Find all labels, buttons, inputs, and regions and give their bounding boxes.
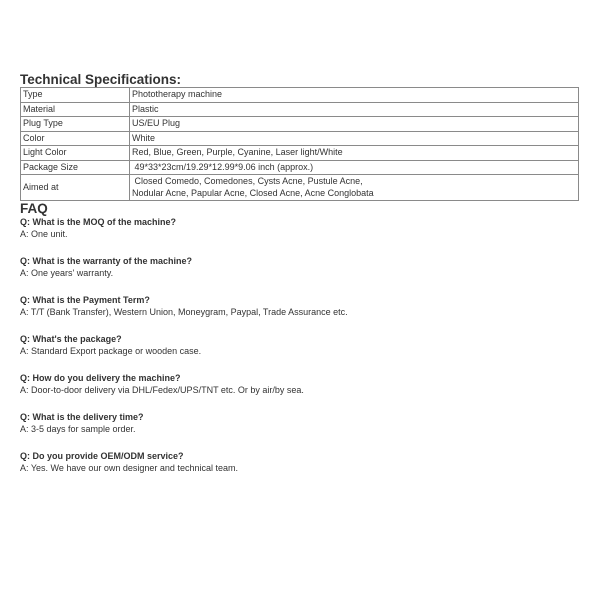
faq-answer: A: Yes. We have our own designer and technical team. — [20, 463, 238, 473]
spec-value — [130, 117, 579, 132]
faq-question: Q: How do you delivery the machine? — [20, 373, 181, 383]
faq-question: Q: What is the warranty of the machine? — [20, 256, 193, 266]
faq-question: Q: What is the delivery time? — [20, 412, 144, 422]
faq-answer: A: One unit. — [20, 229, 68, 239]
spec-value-line: White — [132, 132, 156, 143]
faq-item — [20, 372, 580, 396]
spec-key: Plug Type — [21, 117, 130, 132]
faq-item — [20, 333, 580, 357]
spec-value-line: Nodular Acne, Papular Acne, Closed Acne, Acne Conglobata — [132, 187, 374, 198]
faq-item — [20, 294, 580, 318]
faq-question: Q: What is the MOQ of the machine? — [20, 217, 177, 227]
spec-value — [130, 175, 579, 201]
faq-title: FAQ — [20, 201, 48, 216]
faq-question: Q: What's the package? — [20, 334, 122, 344]
spec-value-line: US/EU Plug — [132, 118, 181, 128]
faq-question: Q: Do you provide OEM/ODM service? — [20, 451, 184, 461]
spec-key: Color — [21, 131, 130, 146]
spec-key: Type — [21, 88, 130, 103]
spec-value-line: Plastic — [132, 103, 159, 114]
spec-key: Aimed at — [21, 175, 130, 201]
spec-value-line: Phototherapy machine — [132, 89, 223, 99]
faq-question: Q: What is the Payment Term? — [20, 295, 150, 305]
spec-value — [130, 131, 579, 146]
spec-row — [21, 102, 579, 117]
spec-value-line: 49*33*23cm/19.29*12.99*9.06 inch (approx.) — [132, 161, 314, 172]
product-description — [20, 72, 580, 489]
spec-key: Package Size — [21, 160, 130, 175]
faq-answer: A: T/T (Bank Transfer), Western Union, Moneygram, Paypal, Trade Assurance etc. — [20, 307, 348, 317]
spec-value — [130, 102, 579, 117]
spec-value — [130, 146, 579, 161]
spec-title: Technical Specifications: — [20, 72, 182, 87]
faq-item — [20, 216, 580, 240]
faq-answer: A: Door-to-door delivery via DHL/Fedex/UPS/TNT etc. Or by air/by sea. — [20, 385, 304, 395]
spec-value-line: Red, Blue, Green, Purple, Cyanine, Laser light/White — [132, 147, 343, 157]
spec-row — [21, 88, 579, 103]
spec-row — [21, 160, 579, 175]
spec-row — [21, 175, 579, 201]
spec-row — [21, 117, 579, 132]
faq-item — [20, 255, 580, 279]
spec-table-body — [21, 88, 579, 201]
faq-answer: A: 3-5 days for sample order. — [20, 424, 136, 434]
spec-key: Material — [21, 102, 130, 117]
spec-value — [130, 160, 579, 175]
spec-row — [21, 146, 579, 161]
spec-value-line: Closed Comedo, Comedones, Cysts Acne, Pustule Acne, — [132, 176, 363, 186]
faq-answer: A: Standard Export package or wooden case. — [20, 346, 202, 356]
spec-row — [21, 131, 579, 146]
faq-item — [20, 450, 580, 474]
faq-answer: A: One years' warranty. — [20, 268, 114, 278]
spec-table — [20, 87, 579, 201]
faq-list — [20, 216, 580, 474]
faq-item — [20, 411, 580, 435]
spec-key: Light Color — [21, 146, 130, 161]
spec-value — [130, 88, 579, 103]
